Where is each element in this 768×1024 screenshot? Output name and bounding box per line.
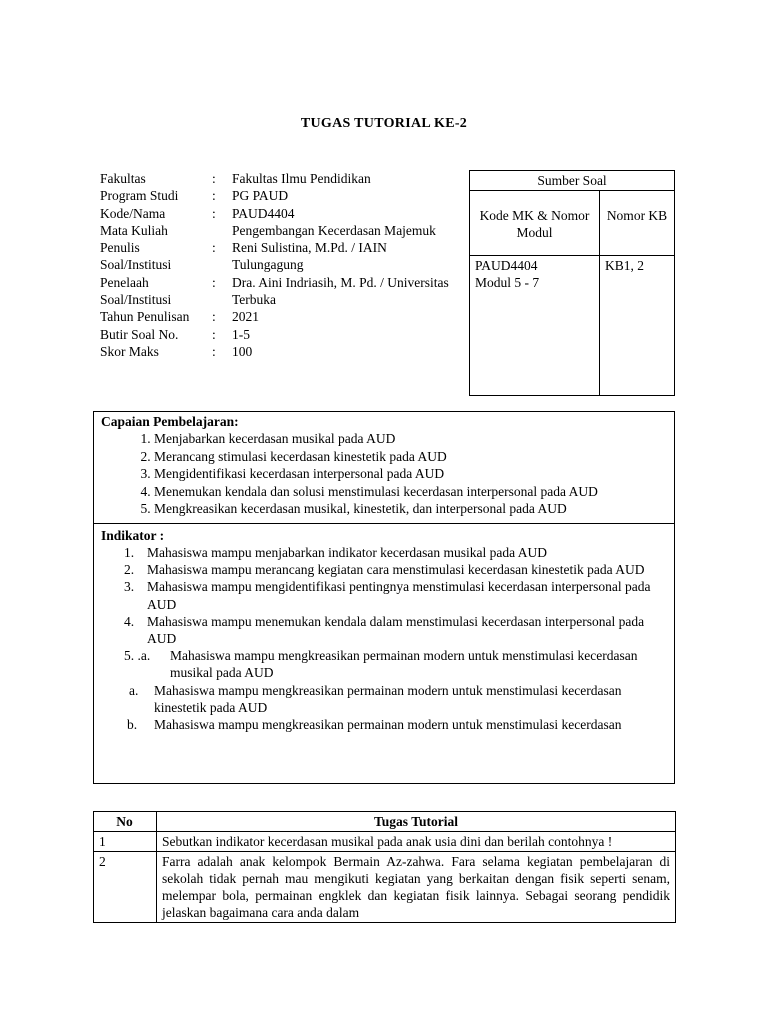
capaian-item: 1. Menjabarkan kecerdasan musikal pada AUD [154, 430, 667, 448]
info-colon: : [212, 274, 216, 290]
info-value: 2021 [232, 309, 259, 325]
info-value: Pengembangan Kecerdasan Majemuk [232, 222, 436, 238]
info-key: Mata Kuliah [100, 222, 168, 238]
info-row [100, 239, 450, 274]
task-text: Farra adalah anak kelompok Bermain Az-zahwa. Fara selama kegiatan pembelajaran di sekolah tidak pernah mau mengikuti kegiatan yang berkaitan dengan fisik seperti senam, melempar bola, permainan engklek dan kegiatan fisik lainnya. Sebagai seorang pendidik jelaskan bagaimana cara anda dalam [157, 852, 676, 923]
indikator-text: Mahasiswa mampu mengidentifikasi pentingnya menstimulasi kecerdasan interpersonal pada AUD [147, 579, 651, 612]
info-row [100, 222, 450, 239]
info-value: Reni Sulistina, M.Pd. / IAIN Tulungagung [232, 240, 387, 273]
indikator-text: Mahasiswa mampu mengkreasikan permainan modern untuk menstimulasi kecerdasan musikal pada AUD [170, 648, 638, 681]
task-row [94, 852, 676, 923]
source-col1-value [470, 256, 600, 396]
indikator-heading: Indikator : [101, 528, 165, 543]
capaian-list [101, 430, 667, 518]
info-key: Program Studi [100, 188, 179, 204]
info-value: 100 [232, 343, 253, 359]
info-value: Dra. Aini Indriasih, M. Pd. / Universitas Terbuka [232, 274, 449, 308]
info-row [100, 343, 450, 360]
indikator-number: 3. [124, 579, 135, 595]
course-info-table [100, 170, 450, 360]
info-colon: : [212, 309, 216, 325]
capaian-item: 2. Merancang stimulasi kecerdasan kinestetik pada AUD [154, 448, 667, 466]
indikator-item [101, 578, 667, 612]
task-row [94, 832, 676, 852]
indikator-text: Mahasiswa mampu merancang kegiatan cara menstimulasi kecerdasan kinestetik pada AUD [147, 562, 645, 578]
info-colon: : [212, 188, 216, 204]
info-row [100, 205, 450, 222]
info-colon: : [212, 205, 216, 221]
task-col-task: Tugas Tutorial [157, 812, 676, 832]
source-col2-value: KB1, 2 [600, 256, 675, 396]
task-col-no: No [94, 812, 157, 832]
info-colon: : [212, 326, 216, 342]
task-no: 1 [94, 832, 157, 852]
indikator-list [101, 544, 667, 733]
indikator-text: Mahasiswa mampu menjabarkan indikator kecerdasan musikal pada AUD [147, 545, 548, 560]
info-row [100, 187, 450, 204]
capaian-box [93, 411, 675, 524]
info-row [100, 308, 450, 325]
info-key: Penelaah Soal/Institusi [100, 274, 172, 308]
info-row [100, 274, 450, 309]
indikator-text: Mahasiswa mampu mengkreasikan permainan modern untuk menstimulasi kecerdasan kinestetik pada AUD [154, 682, 622, 715]
info-key: Skor Maks [100, 343, 159, 359]
indikator-item [101, 613, 667, 647]
source-col1-header: Kode MK & Nomor Modul [470, 191, 600, 256]
info-value: Fakultas Ilmu Pendidikan [232, 171, 371, 186]
indikator-item [101, 544, 667, 561]
info-colon: : [212, 343, 216, 359]
indikator-item [101, 682, 667, 716]
info-key: Butir Soal No. [100, 326, 179, 342]
capaian-item: 5. Mengkreasikan kecerdasan musikal, kinestetik, dan interpersonal pada AUD [154, 500, 667, 518]
indikator-item [101, 716, 667, 733]
info-value: PAUD4404 [232, 205, 295, 221]
task-table [93, 811, 676, 923]
indikator-item [101, 647, 667, 681]
info-colon: : [212, 240, 216, 256]
indikator-text: Mahasiswa mampu mengkreasikan permainan modern untuk menstimulasi kecerdasan [154, 717, 622, 733]
indikator-number: b. [127, 717, 138, 733]
indikator-text: Mahasiswa mampu menemukan kendala dalam menstimulasi kecerdasan interpersonal pada AUD [147, 613, 645, 647]
source-col1-line1: PAUD4404 [475, 258, 538, 273]
info-value: 1-5 [232, 326, 250, 342]
capaian-heading: Capaian Pembelajaran: [101, 414, 239, 429]
indikator-item [101, 561, 667, 578]
document-title: TUGAS TUTORIAL KE-2 [300, 116, 468, 131]
info-key: Kode/Nama [100, 205, 166, 221]
task-no: 2 [94, 852, 157, 923]
info-key: Fakultas [100, 171, 146, 186]
capaian-item: 3. Mengidentifikasi kecerdasan interpersonal pada AUD [154, 465, 667, 483]
indikator-number: a. [129, 682, 139, 698]
source-col2-header: Nomor KB [600, 191, 675, 256]
source-table [469, 170, 675, 396]
info-row [100, 326, 450, 343]
info-value: PG PAUD [232, 188, 289, 204]
info-key: Tahun Penulisan [100, 309, 190, 325]
info-key: Penulis Soal/Institusi [100, 240, 172, 273]
source-col1-line2: Modul 5 - 7 [475, 275, 540, 290]
indikator-number: 5. .a. [124, 648, 151, 664]
info-row [100, 170, 450, 187]
source-header: Sumber Soal [470, 171, 675, 191]
indikator-number: 4. [124, 613, 135, 629]
info-colon [210, 222, 232, 239]
indikator-number: 1. [124, 545, 135, 560]
indikator-box [93, 524, 675, 784]
info-colon: : [212, 171, 216, 186]
task-text: Sebutkan indikator kecerdasan musikal pada anak usia dini dan berilah contohnya ! [157, 832, 676, 852]
indikator-number: 2. [124, 562, 135, 578]
capaian-item: 4. Menemukan kendala dan solusi menstimulasi kecerdasan interpersonal pada AUD [154, 483, 667, 501]
